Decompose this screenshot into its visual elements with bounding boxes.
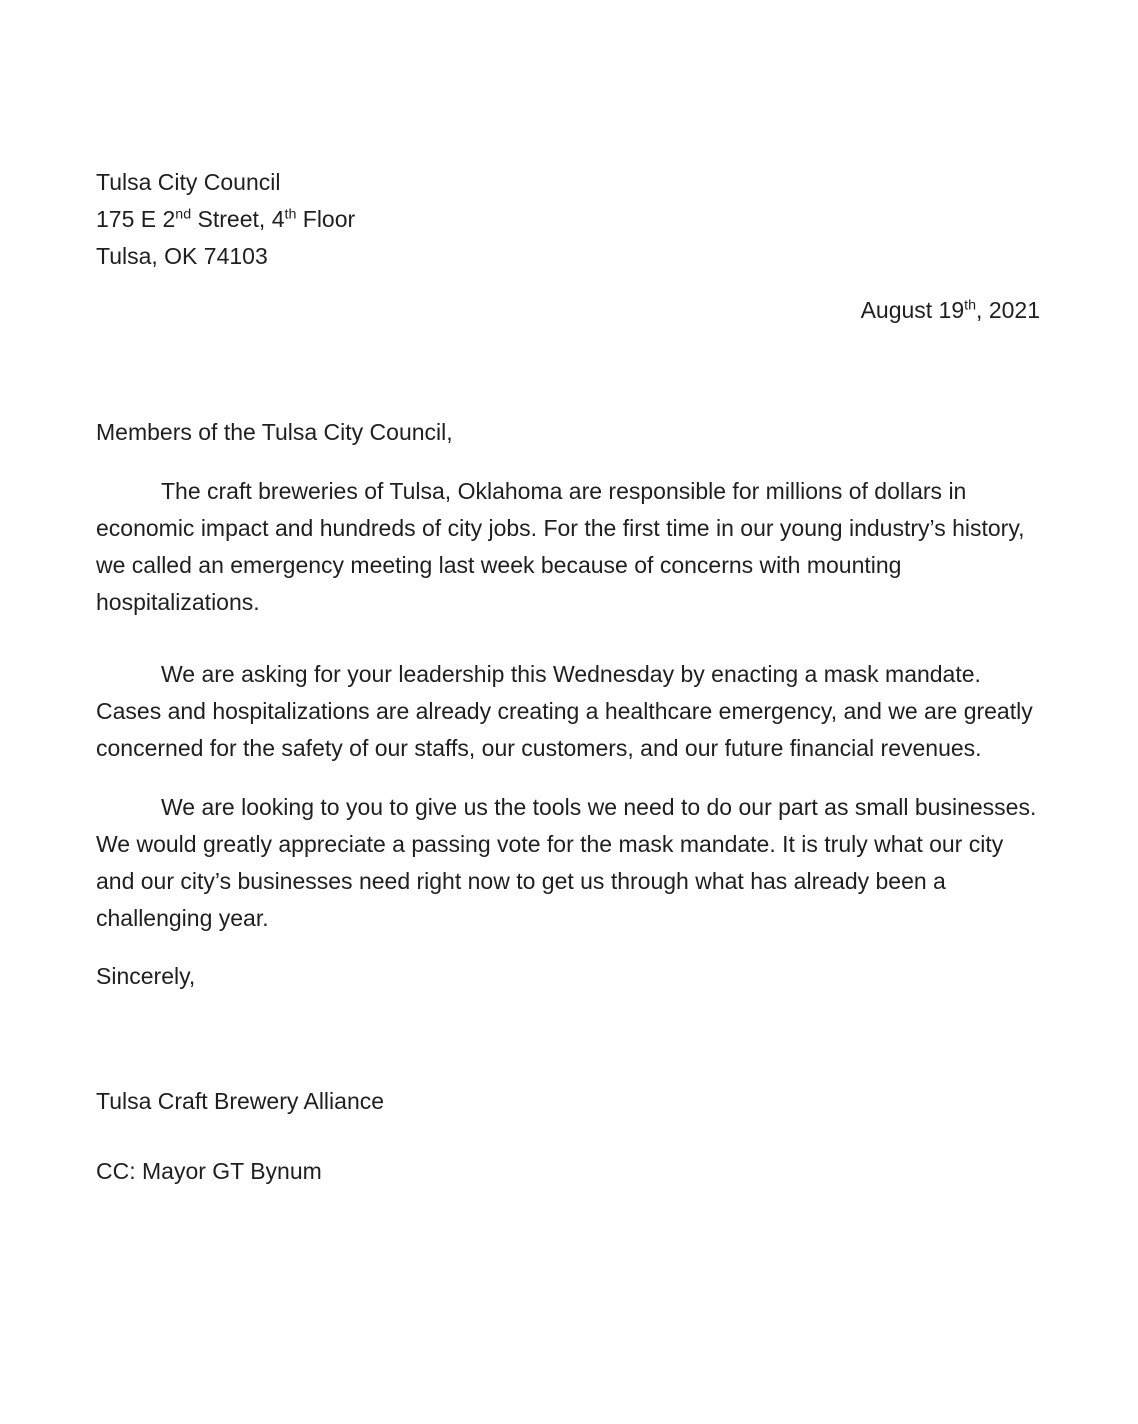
paragraph-3: We are looking to you to give us the tools we need to do our part as small businesses. We would greatly appreciate a passing vote for the mask mandate. It is truly what our city and our city’s businesses need right now to get us through what has already been a challenging year. xyxy=(96,794,1037,931)
date-text-post: , 2021 xyxy=(976,297,1040,323)
date-ordinal-th: th xyxy=(964,297,977,314)
closing: Sincerely, xyxy=(96,963,196,989)
salutation: Members of the Tulsa City Council, xyxy=(96,419,453,445)
recipient-address xyxy=(96,164,1040,275)
street-ordinal-th: th xyxy=(284,206,297,223)
recipient-city-state-zip: Tulsa, OK 74103 xyxy=(96,243,268,269)
street-ordinal-nd: nd xyxy=(175,206,192,223)
recipient-name: Tulsa City Council xyxy=(96,169,281,195)
street-text-post: Floor xyxy=(296,206,356,232)
street-text-mid: Street, 4 xyxy=(191,206,285,232)
recipient-street xyxy=(96,201,1040,238)
cc-line: CC: Mayor GT Bynum xyxy=(96,1158,322,1184)
signature: Tulsa Craft Brewery Alliance xyxy=(96,1088,385,1114)
date-text: August 19 xyxy=(860,297,965,323)
paragraph-1: The craft breweries of Tulsa, Oklahoma are responsible for millions of dollars in economic impact and hundreds of city jobs. For the first time in our young industry’s history, we called an emergency meeting last week because of concerns with mounting hospitalizations. xyxy=(96,478,1025,615)
street-text: 175 E 2 xyxy=(96,206,176,232)
paragraph-2: We are asking for your leadership this Wednesday by enacting a mask mandate. Cases and hospitalizations are already creating a healthcare emergency, and we are greatly concerned for the safety of our staffs, our customers, and our future financial revenues. xyxy=(96,661,1033,761)
letter-date xyxy=(96,292,1040,329)
